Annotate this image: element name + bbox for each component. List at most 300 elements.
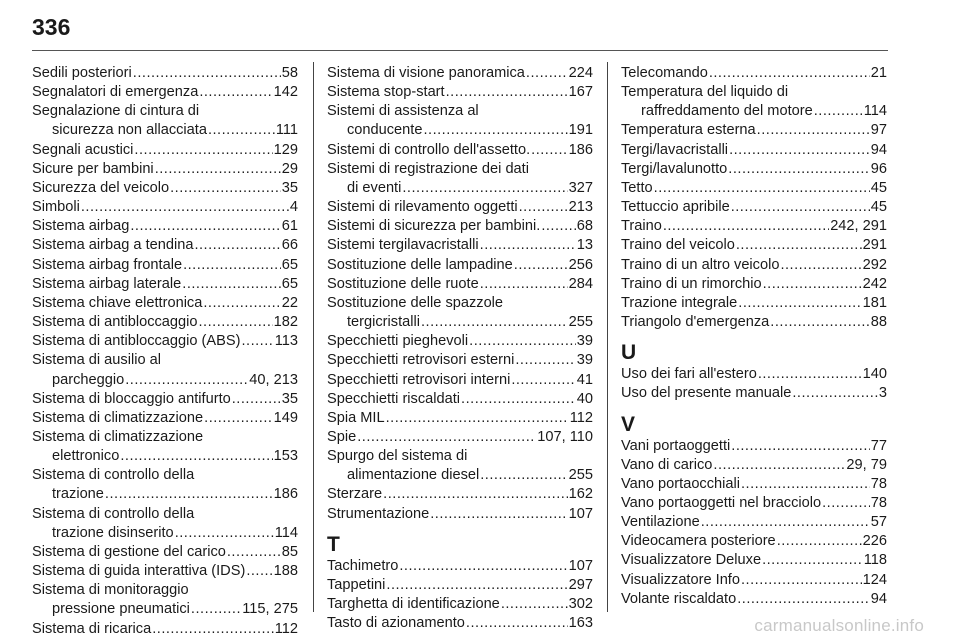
page-reference[interactable]: 182 (273, 314, 298, 331)
page-reference[interactable]: 21 (870, 65, 887, 81)
entry-text: pressione pneumatici (52, 601, 190, 618)
index-entry[interactable] (621, 551, 887, 570)
dot-leader (738, 294, 861, 313)
page-reference[interactable]: 45 (870, 179, 887, 196)
entry-text: Sistema di antibloccaggio (ABS) (32, 333, 241, 350)
index-entry[interactable] (327, 371, 593, 390)
dot-leader (814, 102, 863, 121)
entry-text: Sostituzione delle lampadine (327, 256, 513, 273)
entry-text: Segnalatori di emergenza (32, 84, 199, 101)
entry-text: trazione disinserito (52, 524, 174, 541)
dot-leader (399, 557, 567, 576)
index-entry[interactable] (621, 590, 887, 609)
page-reference[interactable]: 226 (862, 533, 887, 550)
dot-leader (134, 141, 272, 160)
entry-text: Strumentazione (327, 505, 430, 522)
page-reference[interactable]: 40 (576, 390, 593, 407)
entry-text: Sistema di bloccaggio antifurto (32, 390, 231, 407)
page-reference[interactable]: 255 (568, 314, 593, 331)
dot-leader (728, 160, 869, 179)
dot-leader (203, 294, 280, 313)
section-letter: V (621, 412, 636, 436)
entry-text: Triangolo d'emergenza (621, 314, 770, 331)
index-entry[interactable] (327, 390, 593, 409)
index-entry[interactable] (621, 456, 887, 475)
dot-leader (731, 437, 870, 456)
page-reference[interactable]: 57 (870, 514, 887, 531)
entry-text: Tergi/lavacristalli (621, 141, 729, 158)
entry-text: Sistema airbag a tendina (32, 237, 194, 254)
dot-leader (469, 332, 576, 351)
dot-leader (480, 236, 576, 255)
entry-text: Sistema airbag laterale (32, 275, 182, 292)
entry-text: Traino del veicolo (621, 237, 735, 254)
index-entry[interactable] (327, 409, 593, 428)
page-reference[interactable]: 292 (862, 256, 887, 273)
dot-leader (701, 513, 870, 532)
index-entry[interactable] (327, 485, 593, 504)
page-reference[interactable]: 163 (568, 615, 593, 632)
index-entry[interactable] (621, 365, 887, 384)
watermark: carmanualsonline.info (754, 616, 924, 635)
dot-leader (777, 532, 862, 551)
page-reference[interactable]: 35 (281, 179, 298, 196)
page-reference[interactable]: 61 (281, 218, 298, 235)
index-entry[interactable] (621, 313, 887, 332)
entry-text: Uso dei fari all'estero (621, 366, 757, 383)
page-reference[interactable]: 186 (273, 486, 298, 503)
index-entry[interactable] (32, 236, 298, 255)
dot-leader (541, 217, 575, 236)
column-divider-2 (607, 62, 608, 612)
index-entry[interactable] (621, 160, 887, 179)
dot-leader (519, 198, 568, 217)
page-number: 336 (32, 14, 71, 40)
index-entry[interactable] (32, 466, 298, 504)
index-entry[interactable] (32, 141, 298, 160)
dot-leader (386, 409, 569, 428)
dot-leader (208, 121, 275, 140)
index-entry[interactable] (621, 179, 887, 198)
entry-text: sicurezza non allacciata (52, 122, 207, 139)
entry-text: Specchietti retrovisori interni (327, 371, 511, 388)
dot-leader (246, 562, 272, 581)
page-reference[interactable]: 39 (576, 333, 593, 350)
dot-leader (125, 371, 248, 390)
index-entry[interactable] (32, 409, 298, 428)
index-entry[interactable] (32, 83, 298, 102)
dot-leader (155, 160, 281, 179)
page-reference[interactable]: 13 (576, 237, 593, 254)
page-reference[interactable]: 297 (568, 576, 593, 593)
entry-text: Sistema di controllo della (32, 467, 195, 484)
dot-leader (402, 179, 567, 198)
dot-leader (729, 141, 870, 160)
page-reference[interactable]: 213 (568, 199, 593, 216)
entry-text: Specchietti riscaldati (327, 390, 461, 407)
dot-leader (762, 551, 863, 570)
page-reference[interactable]: 111 (275, 122, 298, 139)
entry-text: Sistema di climatizzazione (32, 428, 204, 445)
entry-text: Vano portaocchiali (621, 475, 740, 492)
dot-leader (731, 198, 870, 217)
page-reference[interactable]: 35 (281, 390, 298, 407)
index-entry[interactable] (327, 64, 593, 83)
index-entry[interactable] (32, 217, 298, 236)
index-entry[interactable] (327, 428, 593, 447)
page-reference[interactable]: 186 (568, 141, 593, 158)
page-reference[interactable]: 142 (273, 84, 298, 101)
index-entry[interactable] (327, 576, 593, 595)
page-reference[interactable]: 140 (862, 366, 887, 383)
page-reference[interactable]: 302 (568, 596, 593, 613)
page-reference[interactable]: 327 (568, 179, 593, 196)
entry-text: Targhetta di identificazione (327, 596, 500, 613)
entry-text: Vani portaoggetti (621, 437, 731, 454)
dot-leader (423, 121, 567, 140)
index-entry[interactable] (327, 447, 593, 485)
page-reference[interactable]: 291 (862, 237, 887, 254)
index-entry[interactable] (32, 505, 298, 543)
page-reference[interactable]: 65 (281, 256, 298, 273)
entry-text: Sistemi di rilevamento oggetti (327, 199, 518, 216)
dot-leader (182, 275, 281, 294)
index-entry[interactable] (327, 83, 593, 102)
dot-leader (466, 614, 568, 633)
dot-leader (713, 456, 845, 475)
index-entry[interactable] (32, 581, 298, 619)
dot-leader (175, 524, 274, 543)
dot-leader (130, 217, 280, 236)
page-reference[interactable]: 29 (281, 160, 298, 177)
entry-text: Vano di carico (621, 456, 713, 473)
index-entry[interactable] (327, 217, 593, 236)
index-entry[interactable] (621, 121, 887, 140)
entry-text: Uso del presente manuale (621, 385, 792, 402)
index-entry[interactable] (32, 390, 298, 409)
page-reference[interactable]: 68 (576, 218, 593, 235)
page-reference[interactable]: 85 (281, 543, 298, 560)
entry-text: Temperatura esterna (621, 122, 756, 139)
index-entry[interactable] (621, 198, 887, 217)
index-entry[interactable] (32, 275, 298, 294)
index-entry[interactable] (32, 620, 298, 639)
section-letter: T (327, 532, 340, 556)
dot-leader (663, 217, 829, 236)
page-reference[interactable]: 40, 213 (249, 371, 298, 388)
index-entry[interactable] (327, 557, 593, 576)
entry-text: elettronico (52, 448, 120, 465)
page-reference[interactable]: 107, 110 (537, 428, 593, 445)
index-entry[interactable] (327, 351, 593, 370)
page-reference[interactable]: 191 (568, 122, 593, 139)
index-entry[interactable] (327, 141, 593, 160)
index-column-3 (621, 64, 887, 609)
entry-text: alimentazione diesel (347, 467, 480, 484)
index-entry[interactable] (32, 313, 298, 332)
index-entry[interactable] (621, 437, 887, 456)
dot-leader (514, 256, 568, 275)
dot-leader (120, 447, 272, 466)
page-reference[interactable]: 162 (568, 486, 593, 503)
dot-leader (515, 351, 575, 370)
page-reference[interactable]: 284 (568, 275, 593, 292)
entry-text: Spurgo del sistema di (327, 448, 468, 465)
page-reference[interactable]: 167 (568, 84, 593, 101)
entry-text: Trazione integrale (621, 294, 738, 311)
page-reference[interactable]: 113 (274, 333, 298, 350)
page-reference[interactable]: 112 (569, 409, 593, 426)
page-reference[interactable]: 3 (878, 385, 887, 402)
index-entry[interactable] (32, 543, 298, 562)
page-reference[interactable]: 22 (281, 294, 298, 311)
page-reference[interactable]: 112 (274, 620, 298, 637)
dot-leader (526, 64, 568, 83)
index-entry[interactable] (32, 64, 298, 83)
entry-text: Tappetini (327, 576, 386, 593)
entry-text: Sistemi di assistenza al (327, 103, 479, 120)
index-entry[interactable] (32, 179, 298, 198)
page-reference[interactable]: 78 (870, 475, 887, 492)
dot-leader (133, 64, 281, 83)
dot-leader (741, 475, 870, 494)
index-entry[interactable] (621, 236, 887, 255)
entry-text: Sistema di visione panoramica (327, 65, 525, 81)
dot-leader (199, 313, 273, 332)
page-reference[interactable]: 88 (870, 314, 887, 331)
index-entry[interactable] (327, 332, 593, 351)
index-entry[interactable] (621, 275, 887, 294)
page-reference[interactable]: 66 (281, 237, 298, 254)
dot-leader (204, 409, 273, 428)
entry-text: Segnalazione di cintura di (32, 103, 200, 120)
dot-leader (501, 595, 568, 614)
entry-text: conducente (347, 122, 423, 139)
entry-text: Videocamera posteriore (621, 533, 776, 550)
page-reference[interactable]: 256 (568, 256, 593, 273)
entry-text: Sistemi di controllo dell'assetto. (327, 141, 531, 158)
index-entry[interactable] (32, 332, 298, 351)
dot-leader (763, 275, 862, 294)
entry-text: Telecomando (621, 65, 708, 81)
page-reference[interactable]: 107 (568, 505, 593, 522)
header-rule (32, 50, 888, 51)
index-entry[interactable] (327, 102, 593, 140)
entry-text: Sistemi di registrazione dei dati (327, 160, 529, 177)
index-entry[interactable] (327, 198, 593, 217)
page-reference[interactable]: 4 (289, 199, 298, 216)
index-entry[interactable] (327, 595, 593, 614)
page-reference[interactable]: 242 (862, 275, 887, 292)
entry-text: Sedili posteriori (32, 65, 132, 81)
page-reference[interactable]: 114 (274, 524, 298, 541)
entry-text: Tergi/lavalunotto (621, 160, 728, 177)
page-reference[interactable]: 45 (870, 199, 887, 216)
dot-leader (446, 83, 568, 102)
dot-leader (736, 236, 862, 255)
entry-text: Spie (327, 428, 357, 445)
section-letter: U (621, 341, 637, 365)
page-reference[interactable]: 181 (862, 294, 887, 311)
index-entry[interactable] (621, 141, 887, 160)
entry-text: Sistema di climatizzazione (32, 409, 204, 426)
dot-leader (709, 64, 870, 83)
page-reference[interactable]: 65 (281, 275, 298, 292)
index-entry[interactable] (32, 102, 298, 140)
dot-leader (191, 600, 241, 619)
index-entry[interactable] (621, 217, 887, 236)
dot-leader (758, 365, 862, 384)
page-reference[interactable]: 114 (863, 103, 887, 120)
entry-text: Visualizzatore Info (621, 571, 740, 588)
index-entry[interactable] (32, 198, 298, 217)
page-reference[interactable]: 124 (862, 571, 887, 588)
index-entry[interactable] (327, 256, 593, 275)
entry-text: Volante riscaldato (621, 590, 737, 607)
entry-text: Sistema di monitoraggio (32, 582, 189, 599)
dot-leader (792, 384, 878, 403)
index-entry[interactable] (327, 275, 593, 294)
index-entry[interactable] (32, 294, 298, 313)
dot-leader (227, 543, 281, 562)
entry-text: Sistema di ausilio al (32, 352, 161, 369)
dot-leader (737, 590, 870, 609)
dot-leader (770, 313, 869, 332)
page-reference[interactable]: 96 (870, 160, 887, 177)
index-entry[interactable] (621, 256, 887, 275)
page-reference[interactable]: 188 (273, 563, 298, 580)
page-reference[interactable]: 255 (568, 467, 593, 484)
dot-leader (421, 313, 568, 332)
entry-text: Sicurezza del veicolo (32, 179, 170, 196)
page-reference[interactable]: 224 (568, 65, 593, 81)
dot-leader (511, 371, 575, 390)
index-entry[interactable] (621, 64, 887, 83)
page-reference[interactable]: 115, 275 (242, 601, 298, 618)
dot-leader (822, 494, 870, 513)
entry-text: Sistema airbag frontale (32, 256, 183, 273)
index-column-2 (327, 64, 593, 633)
index-entry[interactable] (327, 236, 593, 255)
entry-text: Tachimetro (327, 557, 399, 574)
entry-text: Specchietti retrovisori esterni (327, 352, 515, 369)
entry-text: Sostituzione delle spazzole (327, 294, 504, 311)
dot-leader (194, 236, 280, 255)
entry-text: tergicristalli (347, 314, 420, 331)
entry-text: Traino di un altro veicolo (621, 256, 780, 273)
entry-text: Sostituzione delle ruote (327, 275, 479, 292)
index-entry[interactable] (327, 294, 593, 332)
entry-text: Sistema di controllo della (32, 505, 195, 522)
entry-text: Sistema di gestione del carico (32, 543, 226, 560)
index-entry[interactable] (621, 513, 887, 532)
page-reference[interactable]: 97 (870, 122, 887, 139)
dot-leader (357, 428, 536, 447)
index-entry[interactable] (621, 532, 887, 551)
entry-text: Sistema di antibloccaggio (32, 314, 198, 331)
index-entry[interactable] (621, 571, 887, 590)
entry-text: Sistemi di sicurezza per bambini. (327, 218, 541, 235)
entry-text: Specchietti pieghevoli (327, 333, 469, 350)
dot-leader (480, 466, 567, 485)
entry-text: parcheggio (52, 371, 125, 388)
page-reference[interactable]: 118 (863, 552, 887, 569)
index-entry[interactable] (32, 256, 298, 275)
entry-text: Traino di un rimorchio (621, 275, 762, 292)
dot-leader (383, 485, 567, 504)
index-entry[interactable] (621, 294, 887, 313)
page-reference[interactable]: 29, 79 (846, 456, 887, 473)
dot-leader (780, 256, 861, 275)
entry-text: Tettuccio apribile (621, 199, 730, 216)
entry-text: Sistema di ricarica (32, 620, 152, 637)
page-reference[interactable]: 94 (870, 141, 887, 158)
entry-text: Sicure per bambini (32, 160, 154, 177)
entry-text: trazione (52, 486, 104, 503)
dot-leader (241, 332, 273, 351)
entry-text: Simboli (32, 199, 80, 216)
page-reference[interactable]: 41 (576, 371, 593, 388)
entry-text: Sistema stop-start (327, 84, 445, 101)
dot-leader (741, 571, 862, 590)
index-entry[interactable] (621, 475, 887, 494)
entry-text: raffreddamento del motore (641, 103, 813, 120)
page-reference[interactable]: 129 (273, 141, 298, 158)
index-entry[interactable] (621, 494, 887, 513)
page-reference[interactable]: 242, 291 (830, 218, 887, 235)
index-entry[interactable] (327, 160, 593, 198)
page-reference[interactable]: 107 (568, 557, 593, 574)
index-entry[interactable] (327, 505, 593, 524)
dot-leader (430, 505, 567, 524)
dot-leader (757, 121, 870, 140)
entry-text: Segnali acustici (32, 141, 134, 158)
entry-text: Traino (621, 218, 662, 235)
page-reference[interactable]: 39 (576, 352, 593, 369)
index-entry[interactable] (32, 160, 298, 179)
entry-text: Sistemi tergilavacristalli (327, 237, 479, 254)
page-reference[interactable]: 153 (273, 448, 298, 465)
page-reference[interactable]: 58 (281, 65, 298, 81)
dot-leader (152, 620, 274, 639)
entry-text: Tasto di azionamento (327, 615, 465, 632)
entry-text: Sistema chiave elettronica (32, 294, 203, 311)
dot-leader (531, 141, 568, 160)
index-entry[interactable] (32, 351, 298, 389)
page-reference[interactable]: 94 (870, 590, 887, 607)
dot-leader (105, 485, 273, 504)
page-reference[interactable]: 149 (273, 409, 298, 426)
entry-text: Tetto (621, 179, 653, 196)
column-divider-1 (313, 62, 314, 612)
dot-leader (461, 390, 576, 409)
index-entry[interactable] (327, 614, 593, 633)
entry-text: Ventilazione (621, 514, 700, 531)
dot-leader (480, 275, 568, 294)
page-reference[interactable]: 78 (870, 494, 887, 511)
index-entry[interactable] (32, 562, 298, 581)
index-entry[interactable] (32, 428, 298, 466)
entry-text: Sterzare (327, 486, 383, 503)
index-entry[interactable] (621, 83, 887, 121)
page-reference[interactable]: 77 (870, 437, 887, 454)
dot-leader (170, 179, 281, 198)
index-entry[interactable] (621, 384, 887, 403)
entry-text: Sistema di guida interattiva (IDS) (32, 563, 246, 580)
entry-text: di eventi (347, 179, 402, 196)
entry-text: Spia MIL (327, 409, 385, 426)
entry-text: Sistema airbag (32, 218, 130, 235)
